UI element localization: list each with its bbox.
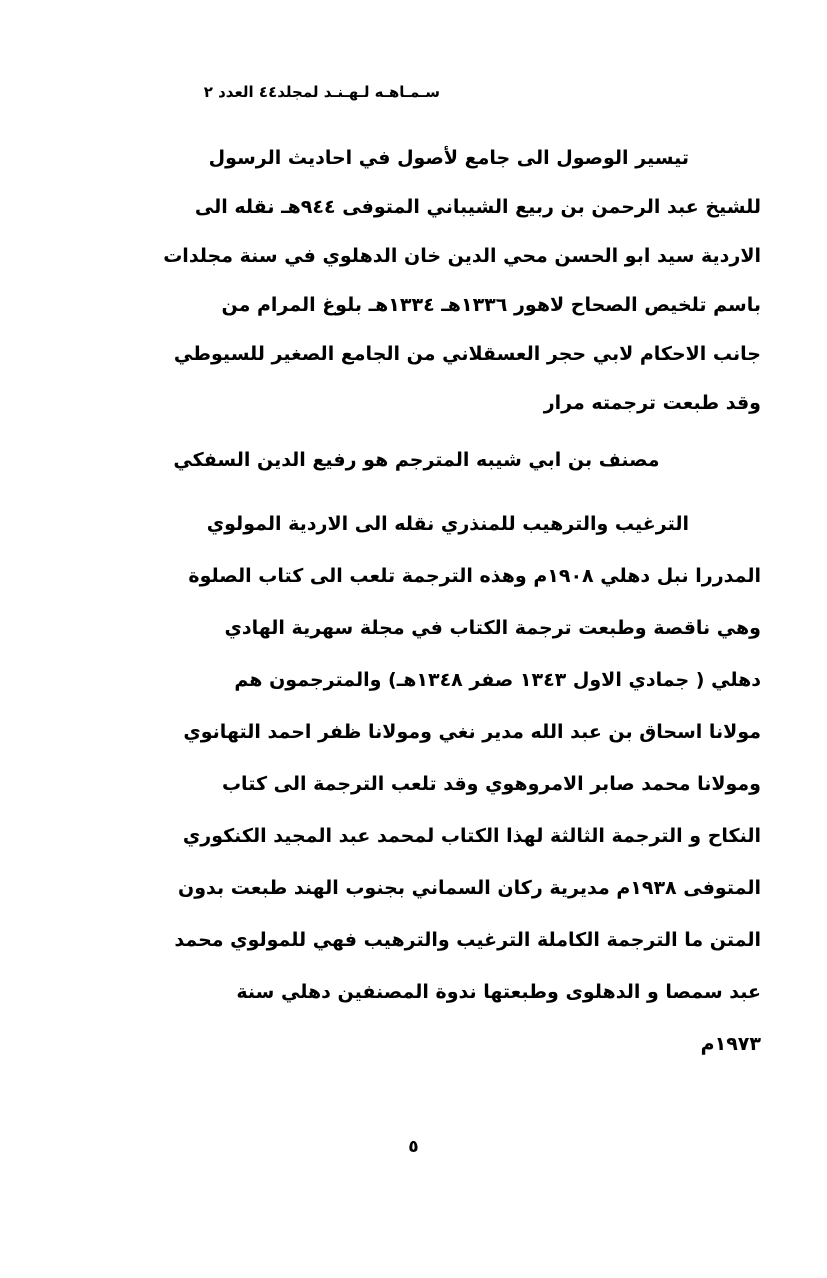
text-line: الترغيب والترهيب للمنذري نقله الى الاردية المولوي: [206, 513, 689, 535]
text-line: باسم تلخيص الصحاح لاهور ١٣٣٦هـ ١٣٣٤هـ بلوغ المرام من: [221, 294, 761, 316]
paragraph-targheeb: [72, 498, 761, 1070]
text-line: وهي ناقصة وطبعت ترجمة الكتاب في مجلة سهرية الهادي: [224, 617, 761, 639]
text-line: جانب الاحكام لابي حجر العسقلاني من الجامع الصغير للسيوطي: [173, 343, 761, 365]
text-line: عبد سمصا و الدهلوى وطبعتها ندوة المصنفين دهلي سنة: [236, 981, 761, 1003]
text-line: وقد طبعت ترجمته مرار: [543, 392, 761, 414]
paragraph-tayseer: [72, 134, 761, 428]
running-header: سـمـاهـه لـهـنـد لمجلد٤٤ العدد ٢: [203, 83, 440, 101]
text-line: المتوفى ١٩٣٨م مديرية ركان السماني بجنوب الهند طبعت بدون: [178, 877, 761, 899]
text-line: الاردية سيد ابو الحسن محي الدين خان الدهلوي في سنة مجلدات: [163, 245, 761, 267]
text-line: دهلي ( جمادي الاول ١٣٤٣ صفر ١٣٤٨هـ) والمترجمون هم: [234, 669, 761, 691]
page-number: ٥: [408, 1137, 419, 1157]
text-line: ومولانا محمد صابر الامروهوي وقد تلعب الترجمة الى كتاب: [221, 773, 761, 795]
text-line: للشيخ عبد الرحمن بن ربيع الشيباني المتوفى ٩٤٤هـ نقله الى: [194, 196, 761, 218]
section-heading: مصنف بن ابي شيبه المترجم هو رفيع الدين السفكي: [173, 449, 660, 471]
text-line: المتن ما الترجمة الكاملة الترغيب والترهيب فهي للمولوي محمد: [174, 929, 761, 951]
text-line: ١٩٧٣م: [700, 1033, 761, 1055]
text-line: المدررا نبل دهلي ١٩٠٨م وهذه الترجمة تلعب الى كتاب الصلوة: [188, 565, 761, 587]
text-line: النكاح و الترجمة الثالثة لهذا الكتاب لمحمد عبد المجيد الكنكوري: [182, 825, 761, 847]
text-line: مولانا اسحاق بن عبد الله مدير نغي ومولانا ظفر احمد التهانوي: [183, 721, 761, 743]
text-line: تيسير الوصول الى جامع لأصول في احاديث الرسول: [208, 147, 689, 169]
